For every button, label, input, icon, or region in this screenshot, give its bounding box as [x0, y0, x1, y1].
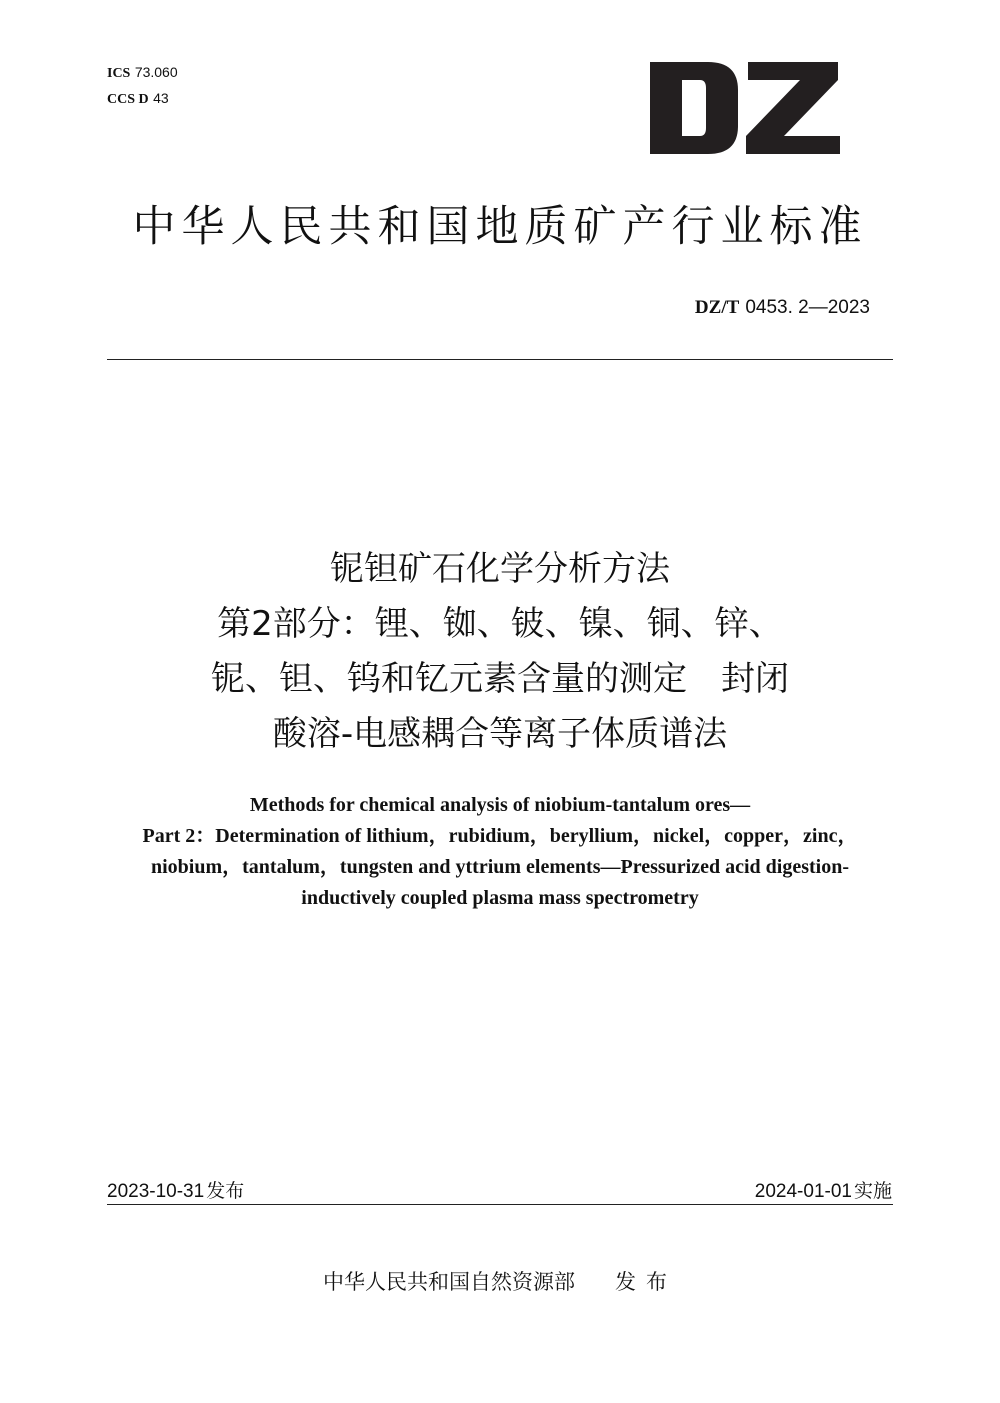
dz-logo: [650, 62, 840, 154]
standard-number-value: 0453. 2—2023: [745, 297, 870, 318]
ics-key: ICS: [107, 66, 131, 81]
issue-label: 发布: [206, 1180, 245, 1202]
ccs-code: [107, 86, 178, 112]
implement-label: 实施: [853, 1180, 892, 1202]
header-divider: [107, 359, 893, 360]
ccs-key: CCS D: [107, 92, 149, 107]
english-title-line-2: Part 2：Determination of lithium，rubidium，beryllium，nickel，copper，zinc，: [142, 825, 858, 847]
publisher: [0, 1265, 1000, 1299]
classification-codes: [107, 60, 178, 112]
english-title-line-4: inductively coupled plasma mass spectrometry: [301, 887, 699, 909]
ccs-value: 43: [153, 90, 169, 106]
chinese-title-line-4: 酸溶-电感耦合等离子体质谱法: [272, 714, 728, 754]
standard-title: 中华人民共和国地质矿产行业标准: [132, 202, 868, 252]
chinese-title-line-2: 第2部分：锂、铷、铍、镍、铜、锌、: [217, 604, 783, 644]
publisher-action: 发布: [615, 1270, 677, 1294]
issue-date: 2023-10-31: [107, 1181, 205, 1202]
english-title: [0, 790, 1000, 914]
standard-number-prefix: DZ/T: [694, 297, 740, 318]
ics-code: [107, 60, 178, 86]
english-title-line-1: Methods for chemical analysis of niobium-tantalum ores—: [249, 794, 751, 816]
publisher-name: 中华人民共和国自然资源部: [323, 1270, 575, 1294]
footer-divider: [107, 1204, 893, 1205]
chinese-title-line-3: 铌、钽、钨和钇元素含量的测定 封闭: [211, 659, 789, 699]
logo-letter-d: [650, 62, 738, 154]
issue-date-block: [107, 1177, 244, 1206]
implement-date-block: [755, 1177, 892, 1206]
standard-number: [695, 294, 870, 321]
english-title-line-3: niobium，tantalum，tungsten and yttrium elements—Pressurized acid digestion-: [151, 856, 849, 878]
logo-letter-z: [746, 62, 840, 154]
ics-value: 73.060: [134, 64, 178, 80]
chinese-title: [0, 542, 1000, 762]
implement-date: 2024-01-01: [754, 1181, 852, 1202]
chinese-title-line-1: 铌钽矿石化学分析方法: [330, 549, 670, 589]
